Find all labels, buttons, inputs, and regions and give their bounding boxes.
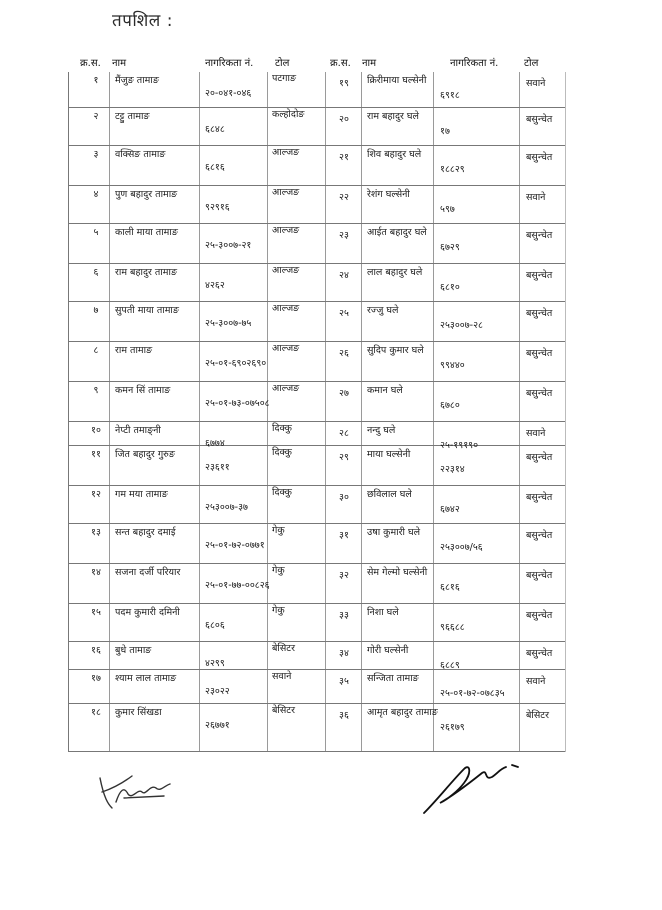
person-name: माया घल्सेनी	[367, 449, 411, 460]
citizenship-number: २५-०१-७७-००८२६	[205, 580, 270, 591]
serial-number: १२	[91, 489, 101, 500]
table-row	[69, 446, 565, 486]
person-name: लाल बहादुर घले	[367, 267, 423, 278]
col-header-citizenship-right: नागरिकता नं.	[450, 58, 499, 69]
tol-name: बेसिटर	[272, 643, 295, 654]
person-name: सुपती माया तामाङ	[115, 305, 179, 316]
serial-number: ३१	[339, 530, 349, 541]
serial-number: २३	[339, 230, 349, 241]
tol-name: आल्जङ	[272, 225, 300, 236]
tol-name: सवाने	[272, 671, 292, 682]
person-name: आमृत बहादुर तामाङ	[367, 707, 438, 718]
col-header-name-left: नाम	[112, 58, 127, 69]
serial-number: १४	[91, 567, 101, 578]
tol-name: गेकु	[272, 525, 285, 536]
serial-number: ९	[93, 385, 99, 396]
table-row	[69, 422, 565, 451]
citizenship-number: २५-०१-७३-०७५०८	[205, 398, 270, 409]
table-row	[69, 342, 565, 382]
serial-number: २	[93, 111, 99, 122]
person-name: गम मया तामाङ	[115, 489, 168, 500]
serial-number: २७	[339, 388, 349, 399]
citizenship-number: ५९७	[440, 204, 455, 215]
serial-number: १	[93, 75, 99, 86]
table-row	[69, 704, 565, 752]
table-row	[69, 72, 565, 108]
citizenship-number: ६७८०	[440, 400, 460, 411]
serial-number: ३४	[339, 648, 349, 659]
tol-name: बसुन्चेत	[526, 308, 553, 319]
serial-number: ७	[93, 305, 99, 316]
tol-name: आल्जङ	[272, 265, 300, 276]
serial-number: १७	[91, 673, 101, 684]
citizenship-number: ४२९९	[205, 658, 225, 669]
table-row	[69, 670, 565, 704]
table-row	[69, 604, 565, 642]
serial-number: १६	[91, 645, 101, 656]
citizenship-number: २५-०१-७२-०७८३५	[440, 688, 505, 699]
person-name: जित बहादुर गुरुङ	[115, 449, 175, 460]
serial-number: २६	[339, 348, 349, 359]
table-row	[69, 186, 565, 224]
citizenship-number: ४२६२	[205, 280, 225, 291]
tol-name: दिक्कु	[272, 447, 292, 458]
citizenship-number: २५३००७-२८	[440, 320, 483, 331]
table-row	[69, 382, 565, 422]
citizenship-number: ६७७४	[205, 438, 225, 449]
table-row	[69, 486, 565, 524]
serial-number: २९	[339, 452, 349, 463]
person-name: निशा घले	[367, 607, 399, 618]
person-name: वक्सिङ तामाङ	[115, 149, 166, 160]
col-header-name-right: नाम	[362, 58, 377, 69]
serial-number: ३२	[339, 570, 349, 581]
person-name: क्रिरीमाया घल्सेनी	[367, 75, 427, 86]
person-name: पुण बहादुर तामाङ	[115, 189, 178, 200]
citizenship-number: ६८१०	[440, 282, 460, 293]
tol-name: सवाने	[526, 78, 546, 89]
tol-name: बसुन्चेत	[526, 152, 553, 163]
col-header-tol-left: टोल	[275, 58, 290, 69]
table-row	[69, 564, 565, 604]
tol-name: बसुन्चेत	[526, 452, 553, 463]
citizenship-number: ६८१६	[205, 162, 225, 173]
person-name: रज्जु घले	[367, 305, 399, 316]
serial-number: २५	[339, 308, 349, 319]
tol-name: सवाने	[526, 676, 546, 687]
table-row	[69, 302, 565, 342]
person-name: उषा कुमारी घले	[367, 527, 421, 538]
person-name: रेशंग घल्सेनी	[367, 189, 410, 200]
person-name: छविलाल घले	[367, 489, 412, 500]
person-name: कमन सिं तामाङ	[115, 385, 171, 396]
table-row	[69, 524, 565, 564]
tol-name: बसुन्चेत	[526, 570, 553, 581]
serial-number: ३६	[339, 710, 349, 721]
person-name: टट्टु तामाङ	[115, 111, 150, 122]
tol-name: सवाने	[526, 428, 546, 439]
person-name: बुधे तामाङ	[115, 645, 152, 656]
table-row	[69, 146, 565, 186]
col-header-citizenship-left: नागरिकता नं.	[205, 58, 254, 69]
signature-left	[94, 768, 176, 812]
citizenship-number: ९२९१६	[205, 202, 230, 213]
tol-name: आल्जङ	[272, 147, 300, 158]
citizenship-number: ६८०६	[205, 620, 225, 631]
person-name: राम बहादुर घले	[367, 111, 419, 122]
citizenship-number: २५-०१-६९०२६९०	[205, 358, 267, 369]
tol-name: दिक्कु	[272, 423, 292, 434]
table-row	[69, 224, 565, 264]
serial-number: २८	[339, 428, 349, 439]
person-name: कुमार सिंखडा	[115, 707, 162, 718]
citizenship-number: २६१७९	[440, 722, 465, 733]
serial-number: १३	[91, 527, 101, 538]
person-name: नन्दु घले	[367, 425, 396, 436]
tol-name: बसुन्चेत	[526, 530, 553, 541]
person-name: पदम कुमारी दमिनी	[115, 607, 180, 618]
citizenship-number: २५-३००७-२१	[205, 240, 252, 251]
person-name: श्याम लाल तामाङ	[115, 673, 177, 684]
person-name: गोरी घल्सेनी	[367, 645, 409, 656]
person-name: मैंजुङ तामाङ	[115, 75, 159, 86]
person-name: सन्जिता तामाङ	[367, 673, 419, 684]
serial-number: ३३	[339, 610, 349, 621]
roster-table	[68, 72, 566, 752]
citizenship-number: ६९१८	[440, 90, 460, 101]
tol-name: बेसिटर	[526, 710, 549, 721]
citizenship-number: २३६११	[205, 462, 230, 473]
tol-name: आल्जङ	[272, 383, 300, 394]
serial-number: ६	[93, 267, 99, 278]
citizenship-number: २५-०१-७२-०७७१	[205, 540, 265, 551]
citizenship-number: ६८४८	[205, 124, 225, 135]
person-name: राम बहादुर तामाङ	[115, 267, 177, 278]
citizenship-number: २६७७१	[205, 720, 230, 731]
citizenship-number: २५-१९१९०	[440, 440, 479, 451]
person-name: कमान घले	[367, 385, 403, 396]
serial-number: २१	[339, 152, 349, 163]
citizenship-number: २२३१४	[440, 464, 465, 475]
col-header-tol-right: टोल	[524, 58, 539, 69]
person-name: सन्त बहादुर दमाई	[115, 527, 176, 538]
serial-number: १८	[91, 707, 101, 718]
serial-number: २०	[339, 114, 349, 125]
tol-name: आल्जङ	[272, 187, 300, 198]
citizenship-number: ६८१६	[440, 582, 460, 593]
tol-name: बसुन्चेत	[526, 270, 553, 281]
serial-number: ३५	[339, 676, 349, 687]
serial-number: २४	[339, 270, 349, 281]
person-name: नेप्टी तमाङ्नी	[115, 425, 161, 436]
table-row	[69, 264, 565, 302]
table-row	[69, 108, 565, 146]
person-name: राम तामाङ	[115, 345, 153, 356]
serial-number: १९	[339, 78, 349, 89]
citizenship-number: २३०२२	[205, 686, 230, 697]
tol-name: बसुन्चेत	[526, 492, 553, 503]
tol-name: बसुन्चेत	[526, 230, 553, 241]
person-name: सुदिप कुमार घले	[367, 345, 424, 356]
person-name: आईत बहादुर घले	[367, 227, 427, 238]
serial-number: ८	[93, 345, 99, 356]
tol-name: आल्जङ	[272, 303, 300, 314]
serial-number: १५	[91, 607, 101, 618]
tol-name: बसुन्चेत	[526, 610, 553, 621]
col-header-sn-right: क्र.स.	[330, 58, 351, 69]
citizenship-number: ६७४२	[440, 504, 460, 515]
tol-name: बसुन्चेत	[526, 348, 553, 359]
tol-name: बसुन्चेत	[526, 648, 553, 659]
table-row	[69, 642, 565, 670]
citizenship-number: ९९४४०	[440, 360, 465, 371]
tol-name: बसुन्चेत	[526, 114, 553, 125]
tol-name: कल्होदोङ	[272, 109, 305, 120]
citizenship-number: २५३००७/५६	[440, 542, 483, 553]
citizenship-number: ६८८९	[440, 660, 460, 671]
person-name: शिव बहादुर घले	[367, 149, 422, 160]
serial-number: ५	[93, 227, 99, 238]
citizenship-number: २५-३००७-७५	[205, 318, 252, 329]
tol-name: गेकु	[272, 565, 285, 576]
citizenship-number: २०-०४१-०४६	[205, 88, 252, 99]
tol-name: गेकु	[272, 605, 285, 616]
serial-number: ३	[93, 149, 99, 160]
citizenship-number: २५३००७-३७	[205, 502, 248, 513]
tol-name: पटगाङ	[272, 73, 297, 84]
serial-number: २२	[339, 192, 349, 203]
citizenship-number: ९६६८८	[440, 622, 465, 633]
tol-name: सवाने	[526, 192, 546, 203]
citizenship-number: १७	[440, 126, 450, 137]
serial-number: १०	[91, 425, 101, 436]
citizenship-number: १८८२९	[440, 164, 465, 175]
tol-name: बेसिटर	[272, 705, 295, 716]
person-name: सजना दर्जी परियार	[115, 567, 181, 578]
page-heading: तपशिल :	[112, 11, 173, 31]
signature-right	[418, 755, 538, 819]
serial-number: ३०	[339, 492, 349, 503]
serial-number: ११	[91, 449, 101, 460]
serial-number: ४	[93, 189, 99, 200]
tol-name: बसुन्चेत	[526, 388, 553, 399]
col-header-sn-left: क्र.स.	[80, 58, 101, 69]
person-name: सेम गेल्मो घल्सेनी	[367, 567, 428, 578]
citizenship-number: ६७२९	[440, 242, 460, 253]
tol-name: आल्जङ	[272, 343, 300, 354]
tol-name: दिक्कु	[272, 487, 292, 498]
person-name: काली माया तामाङ	[115, 227, 178, 238]
